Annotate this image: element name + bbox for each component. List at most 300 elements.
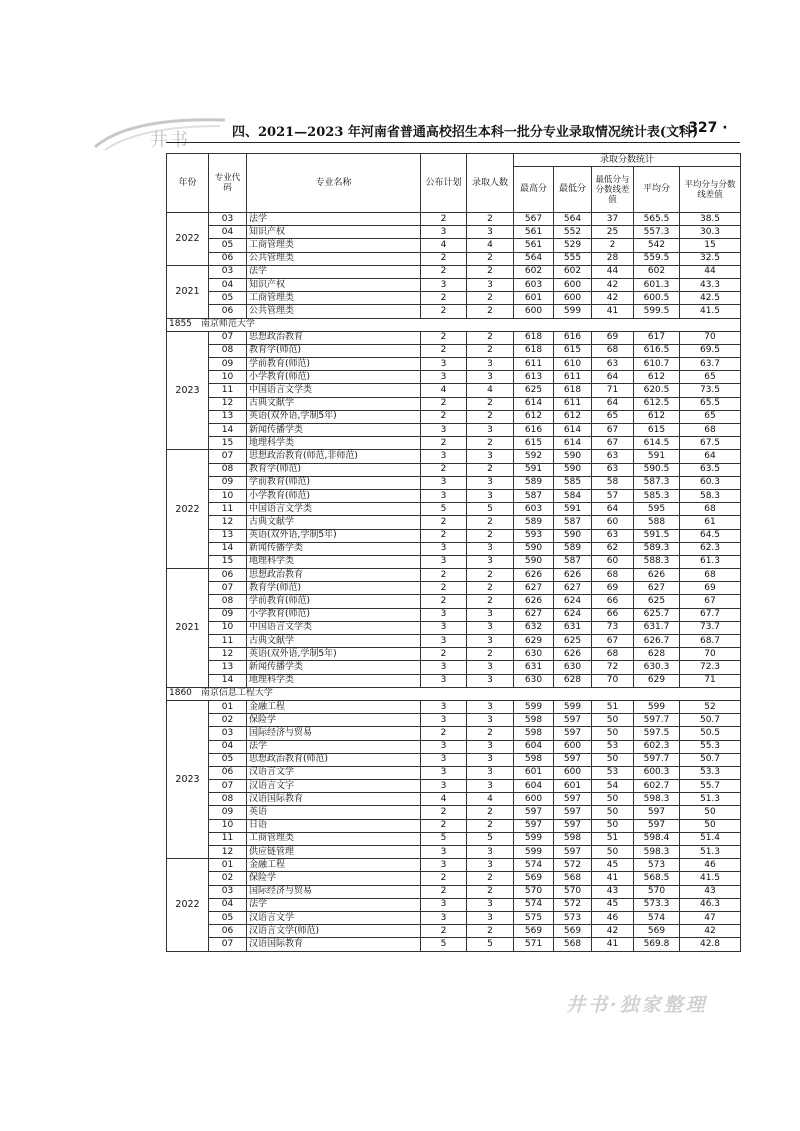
cell-min-diff: 37 (592, 213, 634, 226)
cell-code: 10 (209, 371, 247, 384)
cell-min: 610 (554, 358, 592, 371)
cell-name: 新闻传播学类 (247, 424, 421, 437)
cell-code: 11 (209, 832, 247, 845)
cell-admitted: 2 (467, 252, 514, 265)
cell-admitted: 2 (467, 648, 514, 661)
cell-code: 06 (209, 305, 247, 318)
col-year: 年份 (167, 154, 209, 213)
cell-code: 05 (209, 911, 247, 924)
col-avg: 平均分 (634, 167, 680, 213)
cell-code: 12 (209, 648, 247, 661)
cell-avg: 587.3 (634, 476, 680, 489)
table-row (167, 727, 741, 740)
cell-min-diff: 65 (592, 410, 634, 423)
cell-avg-diff: 42.8 (680, 938, 741, 951)
cell-plan: 2 (421, 582, 467, 595)
cell-admitted: 5 (467, 832, 514, 845)
table-row (167, 542, 741, 555)
cell-avg-diff: 46 (680, 859, 741, 872)
cell-avg-diff: 67.5 (680, 437, 741, 450)
cell-name: 地理科学类 (247, 555, 421, 568)
table-row (167, 661, 741, 674)
cell-avg-diff: 68 (680, 424, 741, 437)
cell-min-diff: 69 (592, 331, 634, 344)
cell-code: 02 (209, 714, 247, 727)
cell-code: 14 (209, 542, 247, 555)
cell-max: 574 (514, 859, 554, 872)
cell-min: 597 (554, 806, 592, 819)
cell-max: 590 (514, 555, 554, 568)
cell-min: 615 (554, 344, 592, 357)
cell-plan: 2 (421, 516, 467, 529)
cell-code: 11 (209, 503, 247, 516)
cell-plan: 3 (421, 621, 467, 634)
watermark-right: 井书·独家整理 (566, 994, 708, 1016)
col-admitted: 录取人数 (467, 154, 514, 213)
cell-min-diff: 64 (592, 503, 634, 516)
cell-admitted: 3 (467, 278, 514, 291)
cell-admitted: 2 (467, 819, 514, 832)
cell-name: 保险学 (247, 872, 421, 885)
cell-max: 599 (514, 700, 554, 713)
table-row (167, 780, 741, 793)
table-row (167, 819, 741, 832)
cell-max: 561 (514, 226, 554, 239)
table-row (167, 529, 741, 542)
table-row (167, 371, 741, 384)
cell-code: 06 (209, 925, 247, 938)
cell-avg: 626 (634, 569, 680, 582)
table-row (167, 885, 741, 898)
cell-name: 中国语言文学类 (247, 503, 421, 516)
cell-avg: 565.5 (634, 213, 680, 226)
cell-name: 新闻传播学类 (247, 542, 421, 555)
cell-admitted: 2 (467, 727, 514, 740)
cell-avg: 569 (634, 925, 680, 938)
table-row (167, 476, 741, 489)
cell-name: 小学教育(师范) (247, 608, 421, 621)
cell-avg: 625.7 (634, 608, 680, 621)
cell-admitted: 3 (467, 766, 514, 779)
cell-min-diff: 67 (592, 424, 634, 437)
cell-max: 589 (514, 476, 554, 489)
cell-avg-diff: 64.5 (680, 529, 741, 542)
table-row (167, 911, 741, 924)
cell-max: 625 (514, 384, 554, 397)
cell-code: 14 (209, 424, 247, 437)
cell-code: 10 (209, 489, 247, 502)
cell-avg: 599 (634, 700, 680, 713)
cell-name: 小学教育(师范) (247, 489, 421, 502)
cell-min-diff: 42 (592, 292, 634, 305)
admission-stats-table (166, 153, 741, 952)
table-row (167, 226, 741, 239)
cell-avg-diff: 52 (680, 700, 741, 713)
cell-avg: 591.5 (634, 529, 680, 542)
cell-avg: 573.3 (634, 898, 680, 911)
cell-code: 07 (209, 582, 247, 595)
table-row (167, 424, 741, 437)
cell-max: 587 (514, 489, 554, 502)
cell-avg-diff: 69.5 (680, 344, 741, 357)
cell-max: 593 (514, 529, 554, 542)
table-row (167, 714, 741, 727)
cell-min: 625 (554, 635, 592, 648)
cell-plan: 2 (421, 397, 467, 410)
cell-min-diff: 69 (592, 582, 634, 595)
cell-avg-diff: 70 (680, 331, 741, 344)
cell-plan: 3 (421, 859, 467, 872)
cell-name: 汉语言文学 (247, 911, 421, 924)
cell-min: 631 (554, 621, 592, 634)
cell-max: 591 (514, 463, 554, 476)
cell-avg-diff: 50 (680, 806, 741, 819)
cell-code: 03 (209, 727, 247, 740)
cell-min-diff: 62 (592, 542, 634, 555)
cell-plan: 3 (421, 608, 467, 621)
cell-min: 529 (554, 239, 592, 252)
cell-min-diff: 68 (592, 569, 634, 582)
table-row (167, 753, 741, 766)
cell-name: 汉语言文字 (247, 780, 421, 793)
table-row (167, 555, 741, 568)
cell-avg-diff: 51.4 (680, 832, 741, 845)
table-row (167, 292, 741, 305)
cell-avg-diff: 60.3 (680, 476, 741, 489)
cell-plan: 3 (421, 714, 467, 727)
cell-avg: 629 (634, 674, 680, 687)
cell-avg: 573 (634, 859, 680, 872)
cell-max: 603 (514, 503, 554, 516)
cell-admitted: 2 (467, 397, 514, 410)
cell-max: 601 (514, 292, 554, 305)
table-row (167, 648, 741, 661)
cell-max: 613 (514, 371, 554, 384)
cell-name: 新闻传播学类 (247, 661, 421, 674)
cell-avg: 602.7 (634, 780, 680, 793)
table-row (167, 239, 741, 252)
col-min: 最低分 (554, 167, 592, 213)
cell-avg-diff: 42.5 (680, 292, 741, 305)
cell-min-diff: 60 (592, 555, 634, 568)
cell-min: 597 (554, 846, 592, 859)
table-row (167, 674, 741, 687)
cell-plan: 3 (421, 371, 467, 384)
table-row (167, 582, 741, 595)
cell-max: 615 (514, 437, 554, 450)
cell-min: 590 (554, 463, 592, 476)
cell-max: 618 (514, 344, 554, 357)
cell-avg: 598.4 (634, 832, 680, 845)
table-row (167, 503, 741, 516)
cell-avg-diff: 69 (680, 582, 741, 595)
cell-name: 供应链管理 (247, 846, 421, 859)
cell-code: 02 (209, 872, 247, 885)
col-score-group: 录取分数统计 (514, 154, 741, 167)
cell-min: 568 (554, 938, 592, 951)
cell-name: 保险学 (247, 714, 421, 727)
cell-name: 思想政治教育(师范) (247, 753, 421, 766)
cell-admitted: 2 (467, 463, 514, 476)
cell-max: 631 (514, 661, 554, 674)
table-row (167, 384, 741, 397)
cell-max: 611 (514, 358, 554, 371)
table-row (167, 859, 741, 872)
cell-plan: 3 (421, 489, 467, 502)
cell-min: 601 (554, 780, 592, 793)
cell-avg-diff: 50 (680, 819, 741, 832)
cell-name: 汉语言文学 (247, 766, 421, 779)
cell-max: 604 (514, 780, 554, 793)
cell-name: 金融工程 (247, 859, 421, 872)
cell-min-diff: 54 (592, 780, 634, 793)
cell-admitted: 3 (467, 608, 514, 621)
cell-admitted: 2 (467, 305, 514, 318)
cell-min-diff: 63 (592, 450, 634, 463)
table-row (167, 344, 741, 357)
cell-plan: 3 (421, 450, 467, 463)
cell-avg: 600.5 (634, 292, 680, 305)
cell-avg: 597.5 (634, 727, 680, 740)
cell-avg-diff: 73.5 (680, 384, 741, 397)
cell-min-diff: 41 (592, 305, 634, 318)
table-row (167, 489, 741, 502)
cell-avg: 557.3 (634, 226, 680, 239)
cell-avg-diff: 38.5 (680, 213, 741, 226)
cell-min-diff: 41 (592, 872, 634, 885)
cell-plan: 2 (421, 410, 467, 423)
cell-code: 09 (209, 608, 247, 621)
table-row (167, 872, 741, 885)
cell-admitted: 3 (467, 358, 514, 371)
cell-min: 614 (554, 424, 592, 437)
cell-min: 624 (554, 608, 592, 621)
cell-plan: 3 (421, 674, 467, 687)
cell-min: 616 (554, 331, 592, 344)
cell-name: 英语(双外语,学制5年) (247, 529, 421, 542)
table-row (167, 278, 741, 291)
cell-min: 570 (554, 885, 592, 898)
cell-plan: 3 (421, 226, 467, 239)
cell-code: 09 (209, 358, 247, 371)
cell-min: 600 (554, 292, 592, 305)
cell-min: 598 (554, 832, 592, 845)
cell-avg-diff: 44 (680, 265, 741, 278)
table-row (167, 595, 741, 608)
cell-code: 06 (209, 569, 247, 582)
cell-avg: 542 (634, 239, 680, 252)
cell-avg-diff: 43 (680, 885, 741, 898)
cell-code: 03 (209, 213, 247, 226)
cell-admitted: 2 (467, 569, 514, 582)
cell-max: 561 (514, 239, 554, 252)
cell-year: 2022 (167, 450, 209, 569)
cell-avg: 597.7 (634, 714, 680, 727)
cell-code: 12 (209, 397, 247, 410)
cell-plan: 5 (421, 938, 467, 951)
cell-max: 618 (514, 331, 554, 344)
cell-code: 07 (209, 938, 247, 951)
table-row (167, 569, 741, 582)
cell-min-diff: 64 (592, 397, 634, 410)
cell-min: 618 (554, 384, 592, 397)
cell-max: 592 (514, 450, 554, 463)
cell-name: 工商管理类 (247, 832, 421, 845)
cell-code: 03 (209, 885, 247, 898)
cell-name: 法学 (247, 213, 421, 226)
cell-avg: 620.5 (634, 384, 680, 397)
cell-avg: 598.3 (634, 793, 680, 806)
cell-min: 597 (554, 714, 592, 727)
cell-admitted: 3 (467, 542, 514, 555)
table-row (167, 213, 741, 226)
cell-plan: 5 (421, 503, 467, 516)
cell-avg: 559.5 (634, 252, 680, 265)
cell-admitted: 3 (467, 846, 514, 859)
cell-min: 552 (554, 226, 592, 239)
cell-min-diff: 57 (592, 489, 634, 502)
cell-avg-diff: 63.7 (680, 358, 741, 371)
cell-year: 2023 (167, 331, 209, 450)
cell-admitted: 3 (467, 753, 514, 766)
cell-avg: 610.7 (634, 358, 680, 371)
cell-min-diff: 50 (592, 753, 634, 766)
cell-min: 597 (554, 793, 592, 806)
cell-avg-diff: 67 (680, 595, 741, 608)
table-row (167, 898, 741, 911)
cell-min: 627 (554, 582, 592, 595)
cell-code: 04 (209, 740, 247, 753)
cell-code: 07 (209, 450, 247, 463)
cell-plan: 3 (421, 555, 467, 568)
cell-avg: 574 (634, 911, 680, 924)
cell-code: 13 (209, 410, 247, 423)
cell-name: 中国语言文学类 (247, 384, 421, 397)
cell-name: 地理科学类 (247, 674, 421, 687)
cell-admitted: 3 (467, 700, 514, 713)
cell-min: 630 (554, 661, 592, 674)
cell-min: 628 (554, 674, 592, 687)
cell-plan: 3 (421, 358, 467, 371)
cell-admitted: 2 (467, 872, 514, 885)
cell-admitted: 2 (467, 806, 514, 819)
cell-plan: 2 (421, 437, 467, 450)
cell-plan: 3 (421, 753, 467, 766)
table-row (167, 397, 741, 410)
cell-min: 584 (554, 489, 592, 502)
cell-avg-diff: 65 (680, 371, 741, 384)
cell-max: 614 (514, 397, 554, 410)
cell-avg-diff: 30.3 (680, 226, 741, 239)
cell-max: 603 (514, 278, 554, 291)
cell-avg-diff: 71 (680, 674, 741, 687)
section-label: 1860 南京信息工程大学 (167, 687, 741, 700)
cell-avg: 616.5 (634, 344, 680, 357)
col-name: 专业名称 (247, 154, 421, 213)
table-row (167, 463, 741, 476)
cell-min: 555 (554, 252, 592, 265)
cell-name: 教育学(师范) (247, 582, 421, 595)
cell-min-diff: 60 (592, 516, 634, 529)
cell-year: 2022 (167, 213, 209, 266)
cell-plan: 3 (421, 780, 467, 793)
cell-max: 626 (514, 569, 554, 582)
cell-plan: 3 (421, 766, 467, 779)
cell-name: 教育学(师范) (247, 344, 421, 357)
cell-avg: 597.7 (634, 753, 680, 766)
section-row (167, 687, 741, 700)
cell-admitted: 4 (467, 793, 514, 806)
cell-admitted: 3 (467, 371, 514, 384)
cell-avg: 600.3 (634, 766, 680, 779)
cell-code: 06 (209, 766, 247, 779)
cell-code: 05 (209, 292, 247, 305)
table-row (167, 331, 741, 344)
cell-min-diff: 50 (592, 727, 634, 740)
cell-name: 学前教育(师范) (247, 476, 421, 489)
col-plan: 公布计划 (421, 154, 467, 213)
cell-min-diff: 64 (592, 371, 634, 384)
cell-avg-diff: 62.3 (680, 542, 741, 555)
cell-avg-diff: 68 (680, 569, 741, 582)
cell-avg: 626.7 (634, 635, 680, 648)
table-row (167, 608, 741, 621)
cell-max: 599 (514, 846, 554, 859)
cell-avg-diff: 70 (680, 648, 741, 661)
cell-admitted: 3 (467, 476, 514, 489)
cell-name: 工商管理类 (247, 292, 421, 305)
cell-plan: 2 (421, 727, 467, 740)
cell-plan: 2 (421, 213, 467, 226)
cell-min: 572 (554, 859, 592, 872)
cell-avg: 631.7 (634, 621, 680, 634)
cell-name: 思想政治教育(师范,非师范) (247, 450, 421, 463)
cell-min-diff: 68 (592, 648, 634, 661)
cell-max: 602 (514, 265, 554, 278)
cell-plan: 3 (421, 635, 467, 648)
cell-plan: 3 (421, 542, 467, 555)
cell-year: 2023 (167, 700, 209, 858)
cell-min: 612 (554, 410, 592, 423)
cell-avg-diff: 51.3 (680, 793, 741, 806)
cell-admitted: 2 (467, 516, 514, 529)
cell-min-diff: 63 (592, 529, 634, 542)
cell-plan: 3 (421, 476, 467, 489)
cell-min: 600 (554, 740, 592, 753)
watermark-logo-left: 井书 (150, 130, 190, 151)
cell-min: 614 (554, 437, 592, 450)
cell-code: 13 (209, 661, 247, 674)
cell-max: 604 (514, 740, 554, 753)
cell-max: 629 (514, 635, 554, 648)
cell-max: 612 (514, 410, 554, 423)
cell-name: 汉语言文学(师范) (247, 925, 421, 938)
cell-avg: 591 (634, 450, 680, 463)
cell-admitted: 4 (467, 239, 514, 252)
cell-avg-diff: 32.5 (680, 252, 741, 265)
cell-name: 国际经济与贸易 (247, 727, 421, 740)
cell-admitted: 2 (467, 344, 514, 357)
table-row (167, 252, 741, 265)
cell-plan: 2 (421, 872, 467, 885)
cell-avg-diff: 58.3 (680, 489, 741, 502)
cell-admitted: 2 (467, 925, 514, 938)
cell-admitted: 3 (467, 911, 514, 924)
cell-avg: 597 (634, 819, 680, 832)
cell-plan: 2 (421, 595, 467, 608)
cell-plan: 2 (421, 569, 467, 582)
cell-min-diff: 50 (592, 793, 634, 806)
